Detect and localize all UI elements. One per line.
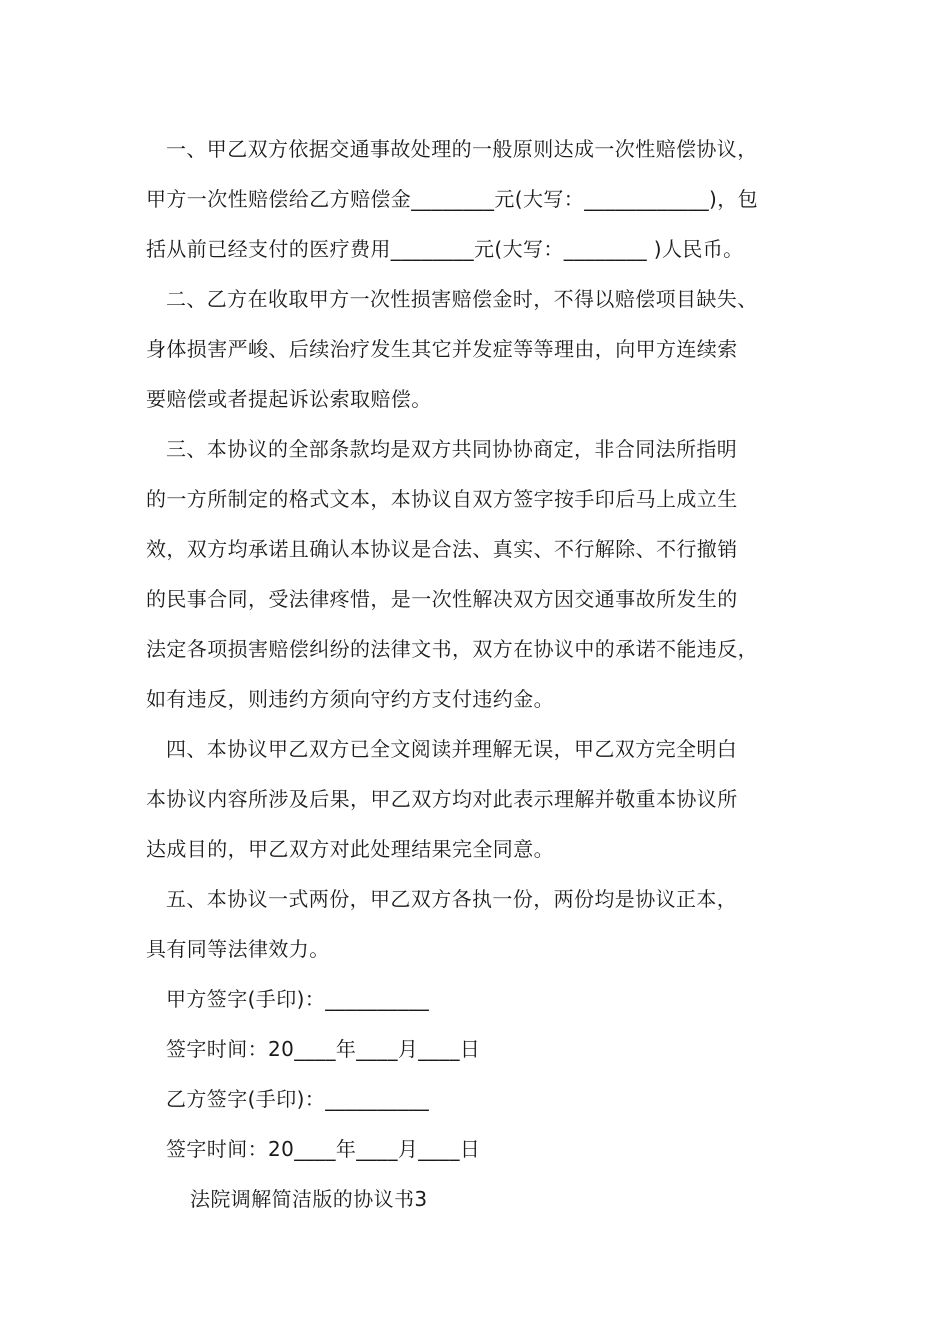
clause-3-line-5: 法定各项损害赔偿纠纷的法律文书，双方在协议中的承诺不能违反，	[146, 637, 758, 661]
clause-2-line-2: 身体损害严峻、后续治疗发生其它并发症等等理由，向甲方连续索	[146, 337, 738, 361]
clause-3-line-4: 的民事合同，受法律疼惜，是一次性解决双方因交通事故所发生的	[146, 587, 738, 611]
party-a-signature: 甲方签字(手印)：__________	[166, 987, 430, 1011]
party-a-sign-date: 签字时间：20____年____月____日	[166, 1037, 481, 1061]
clause-1-line-3: 括从前已经支付的医疗费用________元(大写：________ )人民币。	[146, 237, 744, 261]
party-b-sign-date: 签字时间：20____年____月____日	[166, 1137, 481, 1161]
clause-3-line-3: 效，双方均承诺且确认本协议是合法、真实、不行解除、不行撤销	[146, 537, 738, 561]
clause-5-line-1: 五、本协议一式两份，甲乙双方各执一份，两份均是协议正本，	[166, 887, 738, 911]
clause-3-line-1: 三、本协议的全部条款均是双方共同协协商定，非合同法所指明	[166, 437, 738, 461]
clause-2-line-1: 二、乙方在收取甲方一次性损害赔偿金时，不得以赔偿项目缺失、	[166, 287, 758, 311]
clause-5-line-2: 具有同等法律效力。	[146, 937, 330, 961]
clause-2-line-3: 要赔偿或者提起诉讼索取赔偿。	[146, 387, 432, 411]
next-section-title: 法院调解简洁版的协议书3	[190, 1187, 428, 1211]
clause-1-line-2: 甲方一次性赔偿给乙方赔偿金________元(大写：____________)，包	[146, 187, 759, 211]
clause-4-line-2: 本协议内容所涉及后果，甲乙双方均对此表示理解并敬重本协议所	[146, 787, 738, 811]
clause-3-line-6: 如有违反，则违约方须向守约方支付违约金。	[146, 687, 554, 711]
clause-4-line-3: 达成目的，甲乙双方对此处理结果完全同意。	[146, 837, 554, 861]
clause-3-line-2: 的一方所制定的格式文本，本协议自双方签字按手印后马上成立生	[146, 487, 738, 511]
clause-4-line-1: 四、本协议甲乙双方已全文阅读并理解无误，甲乙双方完全明白	[166, 737, 738, 761]
clause-1-line-1: 一、甲乙双方依据交通事故处理的一般原则达成一次性赔偿协议，	[166, 137, 758, 161]
party-b-signature: 乙方签字(手印)：__________	[166, 1087, 430, 1111]
